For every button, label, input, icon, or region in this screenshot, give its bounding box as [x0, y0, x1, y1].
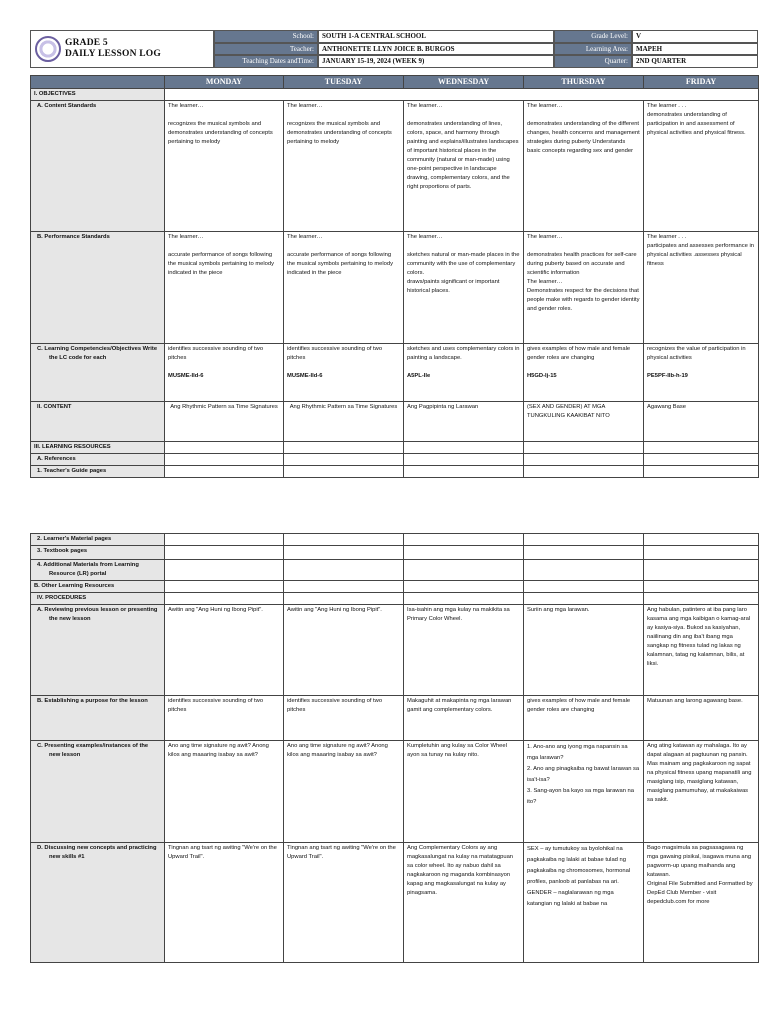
- lc-wed: [404, 344, 524, 402]
- discuss-fri: Bago magsimula sa pagsasagawa ng mga gawaing pisikal, isagawa muna ang pagworm-up upang maihanda ang katawan. Original File Submitted and Formatted by DepEd Club Member - visit depedclub.com for more: [644, 843, 759, 963]
- grade-title: GRADE 5: [65, 38, 108, 49]
- quarter-value: 2ND QUARTER: [632, 55, 758, 68]
- blank: [165, 546, 284, 560]
- discuss-wed: Ang Complementary Colors ay ang magkasalungat na kulay na matatagpuan sa color wheel. Ito ay nabuo dahil sa nagkakaroon ng maganda kombinasyon kapag ang magkasalungat na kulay ay pinagsama.: [404, 843, 524, 963]
- review-label: A. Reviewing previous lesson or presenting the new lesson: [31, 605, 165, 696]
- purpose-mon: identifies successive sounding of two pitches: [165, 696, 284, 741]
- blank: [644, 546, 759, 560]
- examples-thu: 1. Ano-ano ang iyong mga napansin sa mga larawan? 2. Ano ang pinagkaiba ng bawat larawan sa isa't-isa? 3. Sang-ayon ba kayo sa mga larawan na ito?: [524, 741, 644, 843]
- examples-fri: Ang ating katawan ay mahalaga. Ito ay dapat alagaan at pagtuunan ng pansin. Mas mainam ang pagkakaroon ng sapat na physical fitness upang mapanatili ang masiglang isip, masiglang katawan, masiglang pamumuhay, at makakaiwas sa sakit.: [644, 741, 759, 843]
- content-thu: (SEX AND GENDER) AT MGA TUNGKULING KAAKIBAT NITO: [524, 402, 644, 442]
- references-row: [31, 454, 759, 466]
- blank: [524, 593, 644, 605]
- content-label: II. CONTENT: [31, 402, 165, 442]
- blank: [644, 466, 759, 478]
- blank: [404, 546, 524, 560]
- performance-standards-row: [31, 232, 759, 344]
- dates-label: Teaching Dates andTime:: [214, 55, 318, 68]
- blank: [524, 442, 644, 454]
- corner-cell: [31, 76, 165, 89]
- cs-mon: The learner… recognizes the musical symbols and demonstrates understanding of concepts pertaining to melody: [165, 101, 284, 232]
- review-mon: Awitin ang "Ang Huni ng Ibong Pipit".: [165, 605, 284, 696]
- school-value: SOUTH 1-A CENTRAL SCHOOL: [318, 30, 554, 43]
- procedures-label: IV. PROCEDURES: [31, 593, 165, 605]
- purpose-wed: Makaguhit at makapinta ng mga larawan gamit ang complementary colors.: [404, 696, 524, 741]
- examples-label: C. Presenting examples/instances of the new lesson: [31, 741, 165, 843]
- day-header-row: [31, 76, 759, 89]
- performance-standards-label: B. Performance Standards: [31, 232, 165, 344]
- lm-pages-label: 2. Learner's Material pages: [31, 534, 165, 546]
- blank: [284, 534, 404, 546]
- dll-header: [30, 30, 758, 68]
- blank: [284, 466, 404, 478]
- cs-wed: The learner… demonstrates understanding of lines, colors, space, and harmony through painting and explains/illustrates landscapes of important historical places in the community (natural or man-made) using one-point perspective in landscape drawing, complementary colors, and the right proportions of parts.: [404, 101, 524, 232]
- discuss-tue: Tingnan ang tsart ng awiting "We're on the Upward Trail".: [284, 843, 404, 963]
- blank: [404, 442, 524, 454]
- cs-tue: The learner… recognizes the musical symbols and demonstrates understanding of concepts pertaining to melody: [284, 101, 404, 232]
- blank: [644, 454, 759, 466]
- blank: [284, 442, 404, 454]
- content-wed: Ang Pagpipinta ng Larawan: [404, 402, 524, 442]
- additional-row: [31, 560, 759, 581]
- lc-code: A5PL-IIe: [407, 373, 431, 379]
- school-label: School:: [214, 30, 318, 43]
- competencies-row: [31, 344, 759, 402]
- lc-text: recognizes the value of participation in physical activities: [647, 346, 746, 361]
- blank: [524, 581, 644, 593]
- grade-level-value: V: [632, 30, 758, 43]
- lc-code: MUSME-IId-6: [287, 373, 323, 379]
- lc-fri: [644, 344, 759, 402]
- lc-code: H5GD-Ij-15: [527, 373, 557, 379]
- blank: [404, 534, 524, 546]
- ps-mon: The learner… accurate performance of songs following the musical symbols pertaining to melody indicated in the piece: [165, 232, 284, 344]
- purpose-fri: Matuunan ang larong agawang base.: [644, 696, 759, 741]
- blank: [404, 593, 524, 605]
- lc-mon: [165, 344, 284, 402]
- tg-pages-row: [31, 466, 759, 478]
- ps-thu: The learner… demonstrates health practices for self-care during puberty based on accurate and scientific information The learner… Demonstrates respect for the decisions that people make with regards to gender identity and gender roles.: [524, 232, 644, 344]
- purpose-tue: identifies successive sounding of two pitches: [284, 696, 404, 741]
- review-fri: Ang habulan, patintero at iba pang laro kasama ang mga kaibigan o kamag-aral ay kasiya-siya. Bukod sa kasiyahan, naiilinang din ang iba't ibang mga sangkap ng fitness tulad ng lakas ng kalamnan, tatag ng kalamnan, bilis, at liksi.: [644, 605, 759, 696]
- lc-text: gives examples of how male and female gender roles are changing: [527, 346, 631, 361]
- content-fri: Agawang Base: [644, 402, 759, 442]
- procedures-row: [31, 593, 759, 605]
- dll-table-page-1: [30, 75, 759, 478]
- examples-wed: Kumpletuhin ang kulay sa Color Wheel ayon sa tunay na kulay nito.: [404, 741, 524, 843]
- competencies-label: C. Learning Competencies/Objectives Write the LC code for each: [31, 344, 165, 402]
- content-standards-row: [31, 101, 759, 232]
- blank: [644, 560, 759, 581]
- lm-pages-row: [31, 534, 759, 546]
- grade-level-label: Grade Level:: [554, 30, 632, 43]
- blank: [524, 546, 644, 560]
- discuss-row: [31, 843, 759, 963]
- day-thursday: THURSDAY: [524, 76, 644, 89]
- cs-fri: The learner . . . demonstrates understanding of participation in and assessment of physical activities and physical fitness.: [644, 101, 759, 232]
- objectives-row: [31, 89, 759, 101]
- blank: [644, 534, 759, 546]
- blank: [165, 593, 284, 605]
- blank: [165, 560, 284, 581]
- ps-tue: The learner… accurate performance of songs following the musical symbols pertaining to melody indicated in the piece: [284, 232, 404, 344]
- objectives-label: I. OBJECTIVES: [31, 89, 165, 101]
- content-tue: Ang Rhythmic Pattern sa Time Signatures: [284, 402, 404, 442]
- content-standards-label: A. Content Standards: [31, 101, 165, 232]
- textbook-row: [31, 546, 759, 560]
- discuss-mon: Tingnan ang tsart ng awiting "We're on the Upward Trail".: [165, 843, 284, 963]
- dates-value: JANUARY 15-19, 2024 (WEEK 9): [318, 55, 554, 68]
- discuss-label: D. Discussing new concepts and practicing new skills #1: [31, 843, 165, 963]
- blank: [524, 560, 644, 581]
- blank: [284, 560, 404, 581]
- examples-row: [31, 741, 759, 843]
- teacher-value: ANTHONETTE LLYN JOICE B. BURGOS: [318, 43, 554, 56]
- blank: [165, 454, 284, 466]
- ps-wed: The learner… sketches natural or man-made places in the community with the use of complementary colors. draws/paints significant or important historical places.: [404, 232, 524, 344]
- examples-tue: Ano ang time signature ng awit? Anong kilos ang maaaring isabay sa awit?: [284, 741, 404, 843]
- lc-code: PE5PF-IIb-h-19: [647, 373, 688, 379]
- lc-tue: [284, 344, 404, 402]
- content-row: [31, 402, 759, 442]
- resources-row: [31, 442, 759, 454]
- ps-fri: The learner . . . participates and assesses performance in physical activities .assesses physical fitness: [644, 232, 759, 344]
- lc-code: MUSME-IId-6: [168, 373, 204, 379]
- blank: [284, 581, 404, 593]
- purpose-label: B. Establishing a purpose for the lesson: [31, 696, 165, 741]
- lc-text: identifies successive sounding of two pitches: [168, 346, 264, 361]
- content-mon: Ang Rhythmic Pattern sa Time Signatures: [165, 402, 284, 442]
- blank: [165, 534, 284, 546]
- blank: [644, 581, 759, 593]
- objectives-blank: [165, 89, 759, 101]
- quarter-label: Quarter:: [554, 55, 632, 68]
- blank: [404, 454, 524, 466]
- day-friday: FRIDAY: [644, 76, 759, 89]
- blank: [524, 466, 644, 478]
- blank: [404, 466, 524, 478]
- dll-table-page-2: [30, 533, 759, 963]
- review-row: [31, 605, 759, 696]
- examples-mon: Ano ang time signature ng awit? Anong kilos ang maaaring isabay sa awit?: [165, 741, 284, 843]
- blank: [524, 534, 644, 546]
- blank: [284, 454, 404, 466]
- blank: [524, 454, 644, 466]
- tg-pages-label: 1. Teacher's Guide pages: [31, 466, 165, 478]
- review-thu: Suriin ang mga larawan.: [524, 605, 644, 696]
- learning-area-value: MAPEH: [632, 43, 758, 56]
- log-title: DAILY LESSON LOG: [65, 49, 161, 59]
- title-box: [30, 30, 214, 68]
- review-wed: Isa-isahin ang mga kulay na makikita sa Primary Color Wheel.: [404, 605, 524, 696]
- blank: [165, 581, 284, 593]
- textbook-label: 3. Textbook pages: [31, 546, 165, 560]
- other-resources-label: B. Other Learning Resources: [31, 581, 165, 593]
- blank: [165, 442, 284, 454]
- lc-thu: [524, 344, 644, 402]
- info-grid: [214, 30, 758, 68]
- day-tuesday: TUESDAY: [284, 76, 404, 89]
- blank: [644, 593, 759, 605]
- other-resources-row: [31, 581, 759, 593]
- day-wednesday: WEDNESDAY: [404, 76, 524, 89]
- purpose-row: [31, 696, 759, 741]
- blank: [284, 546, 404, 560]
- additional-label: 4. Additional Materials from Learning Resource (LR) portal: [31, 560, 165, 581]
- cs-thu: The learner… demonstrates understanding of the different changes, health concerns and management strategies during puberty Understands basic concepts regarding sex and gender: [524, 101, 644, 232]
- resources-label: III. LEARNING RESOURCES: [31, 442, 165, 454]
- purpose-thu: gives examples of how male and female gender roles are changing: [524, 696, 644, 741]
- blank: [165, 466, 284, 478]
- references-label: A. References: [31, 454, 165, 466]
- lc-text: sketches and uses complementary colors in painting a landscape.: [407, 346, 520, 361]
- day-monday: MONDAY: [165, 76, 284, 89]
- lc-text: identifies successive sounding of two pitches: [287, 346, 383, 361]
- deped-seal-icon: [35, 36, 61, 62]
- blank: [404, 560, 524, 581]
- blank: [284, 593, 404, 605]
- discuss-thu: SEX – ay tumutukoy sa byolohikal na pagkakaiba ng lalaki at babae tulad ng pagkakaiba ng chromosomes, hormonal profiles, panloob at panlabas na ari. GENDER – naglalarawan ng mga katangian ng lalaki at babae na: [524, 843, 644, 963]
- learning-area-label: Learning Area:: [554, 43, 632, 56]
- teacher-label: Teacher:: [214, 43, 318, 56]
- review-tue: Awitin ang "Ang Huni ng Ibong Pipit".: [284, 605, 404, 696]
- blank: [404, 581, 524, 593]
- blank: [644, 442, 759, 454]
